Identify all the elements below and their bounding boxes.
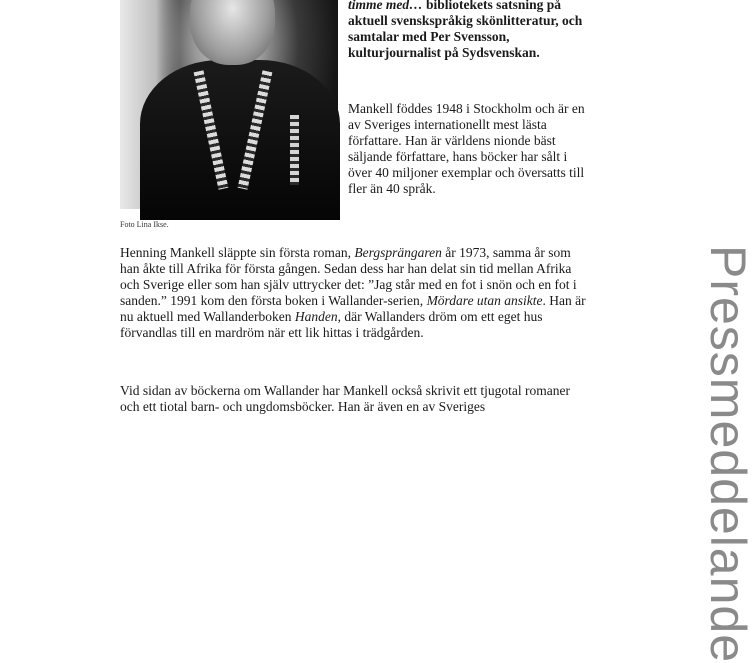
photo-caption: Foto Lina Ikse. [120,220,169,229]
book-title: Bergsprängaren [354,245,442,260]
photo-embroidery-placket [290,115,299,185]
intro-bold-text: bibliotekets satsning på aktuell svenskspråkig skönlitteratur, och samtalar med Per Svensson, kulturjournalist på Sydsvenskan. [348,0,583,60]
intro-bold-paragraph [348,0,588,61]
body-text-segment: år 1973, samma år som han åkte till Afrika för första gången. Sedan dess har han delat sin tid mellan Afrika och Sverige eller som han själv uttrycker det: ”Jag står med en fot i snön och en fot i sanden.” 1991 kom den första boken i Wallander-serien, [120,245,577,308]
body-paragraph-1 [120,245,590,341]
body-paragraph-2 [120,383,590,415]
author-bio-paragraph: Mankell föddes 1948 i Stockholm och är en av Sveriges internationellt mest lästa författare. Han är världens nionde bäst säljande författare, hans böcker har sålt i över 40 miljoner exemplar och översatts till fler än 40 språk. [348,101,585,196]
vertical-label-text: Pressmeddelande [700,245,756,663]
portrait-photo [120,0,338,209]
photo-face [190,0,275,65]
photo-shirt [140,60,340,220]
body-text-segment: Henning Mankell släppte sin första roman, [120,245,355,260]
document-type-label [643,0,756,663]
book-title: Handen [294,309,338,324]
body-paragraph-2-text: Vid sidan av böckerna om Wallander har Mankell också skrivit ett tjugotal romaner och ett tiotal barn- och ungdomsböcker. Han är även en av Sveriges [120,383,570,414]
book-title: Mördare utan ansikte [426,293,543,308]
intro-italic-lead: timme med… [348,0,423,12]
body-text-segment: . Han är nu aktuell med Wallanderboken [120,293,586,324]
body-text-segment: , där Wallanders dröm om ett eget hus förvandlas till en mardröm när ett lik hittas i trädgården. [120,309,543,340]
